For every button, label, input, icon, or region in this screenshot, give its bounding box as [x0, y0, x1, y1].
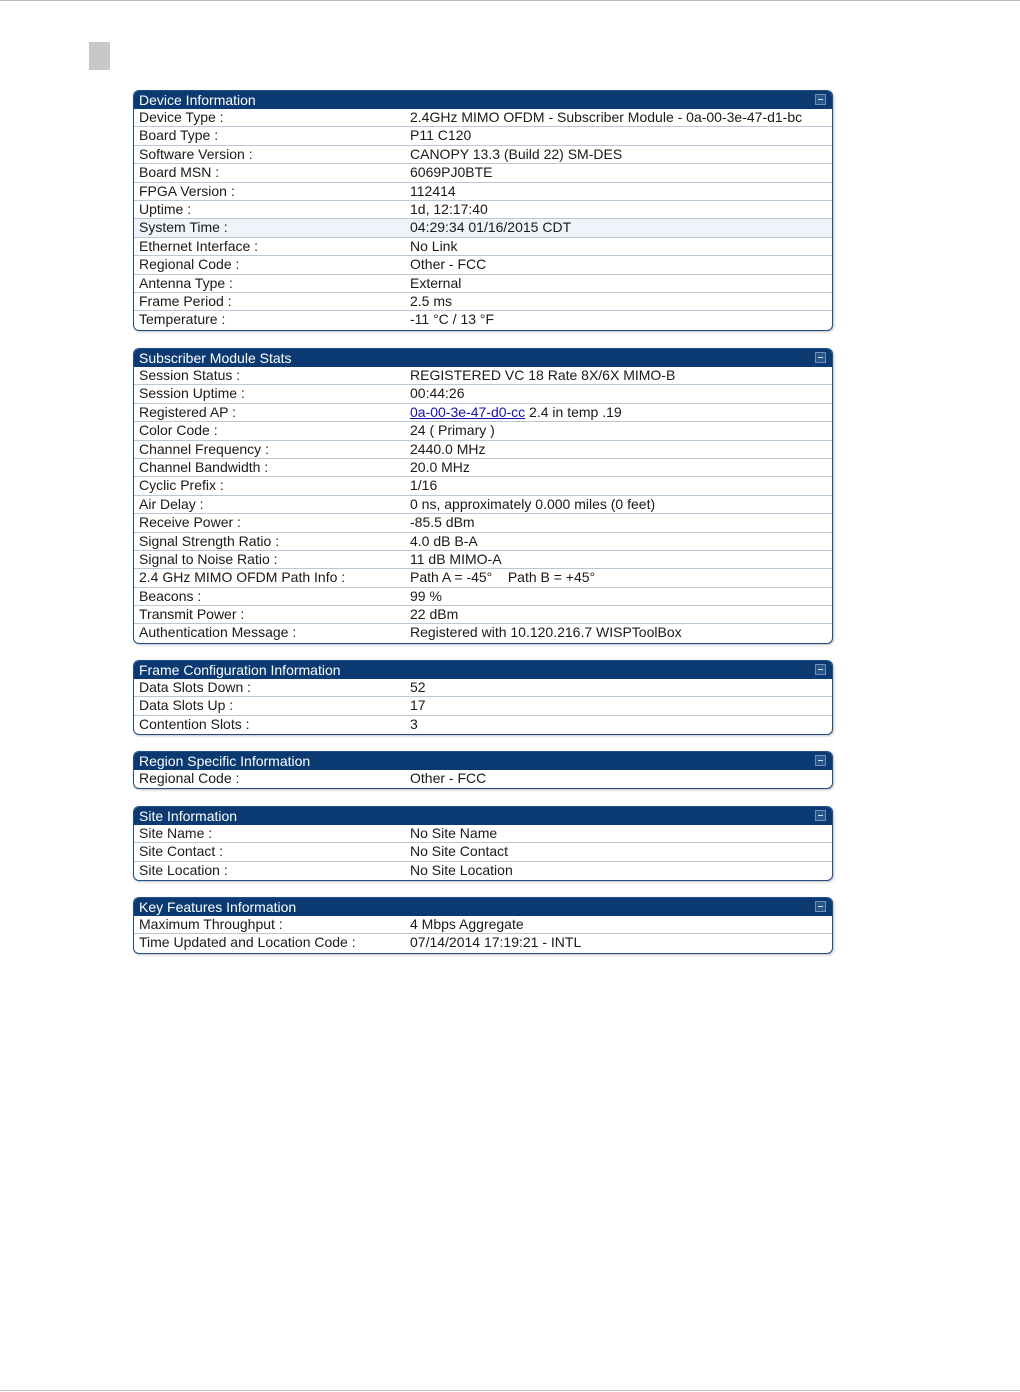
table-row — [134, 496, 832, 514]
row-value: 3 — [410, 715, 418, 732]
panel-title: Region Specific Information — [139, 753, 311, 769]
collapse-icon[interactable] — [815, 352, 826, 363]
table-row — [134, 441, 832, 459]
table-row — [134, 201, 832, 219]
panel-header — [134, 661, 832, 679]
row-value: 00:44:26 — [410, 385, 465, 402]
top-divider — [0, 0, 1020, 1]
table-row — [134, 256, 832, 274]
row-label: Channel Frequency : — [139, 440, 269, 457]
table-row — [134, 862, 832, 880]
row-label: Signal to Noise Ratio : — [139, 550, 278, 567]
row-label: Beacons : — [139, 587, 202, 604]
row-value: Path A = -45° Path B = +45° — [410, 569, 596, 586]
row-label: Site Contact : — [139, 843, 224, 860]
panel-title: Key Features Information — [139, 899, 297, 915]
row-value: Other - FCC — [410, 256, 487, 273]
table-row — [134, 843, 832, 861]
row-label: Frame Period : — [139, 292, 232, 309]
table-row — [134, 588, 832, 606]
row-value: Registered with 10.120.216.7 WISPToolBox — [410, 624, 682, 641]
table-row — [134, 367, 832, 385]
table-row — [134, 127, 832, 145]
row-value: P11 C120 — [410, 127, 472, 144]
row-value: 2440.0 MHz — [410, 440, 486, 457]
row-value: 22 dBm — [410, 606, 459, 623]
frame-configuration-panel — [133, 660, 833, 735]
collapse-icon[interactable] — [815, 94, 826, 105]
table-row — [134, 606, 832, 624]
table-row — [134, 293, 832, 311]
row-label: Maximum Throughput : — [139, 916, 283, 932]
row-value: 1d, 12:17:40 — [410, 200, 488, 217]
panel-title: Subscriber Module Stats — [139, 350, 292, 366]
row-label: Site Name : — [139, 825, 213, 841]
row-value: 112414 — [410, 182, 456, 199]
row-value — [410, 404, 832, 421]
table-row — [134, 825, 832, 843]
row-value: 04:29:34 01/16/2015 CDT — [410, 219, 572, 236]
row-label: Air Delay : — [139, 495, 204, 512]
row-value: 17 — [410, 697, 426, 714]
row-value: External — [410, 274, 462, 291]
row-label: System Time : — [139, 219, 228, 236]
panel-title: Site Information — [139, 808, 238, 824]
table-row — [134, 514, 832, 532]
row-label: Regional Code : — [139, 256, 240, 273]
panel-header — [134, 898, 832, 916]
table-row — [134, 164, 832, 182]
row-label: Session Uptime : — [139, 385, 245, 402]
table-row — [134, 275, 832, 293]
row-label: Temperature : — [139, 311, 226, 328]
row-value: No Link — [410, 237, 458, 254]
row-value: No Site Name — [410, 825, 498, 841]
row-value: -85.5 dBm — [410, 514, 475, 531]
panel-header — [134, 91, 832, 109]
panel-title: Frame Configuration Information — [139, 662, 341, 678]
region-specific-panel — [133, 751, 833, 789]
key-features-panel — [133, 897, 833, 954]
row-label: Regional Code : — [139, 770, 240, 786]
table-row — [134, 477, 832, 495]
table-row — [134, 697, 832, 715]
row-label: Transmit Power : — [139, 606, 245, 623]
row-label: Session Status : — [139, 367, 241, 383]
collapse-icon[interactable] — [815, 755, 826, 766]
table-row — [134, 770, 832, 788]
table-row — [134, 219, 832, 237]
row-value: 4.0 dB B-A — [410, 532, 478, 549]
table-row — [134, 624, 832, 642]
registered-ap-info: 2.4 in temp .19 — [525, 403, 622, 420]
row-label: 2.4 GHz MIMO OFDM Path Info : — [139, 569, 346, 586]
collapse-icon[interactable] — [815, 901, 826, 912]
table-row — [134, 459, 832, 477]
row-label: Authentication Message : — [139, 624, 297, 641]
table-row — [134, 311, 832, 329]
collapse-icon[interactable] — [815, 810, 826, 821]
table-row — [134, 934, 832, 952]
collapse-icon[interactable] — [815, 664, 826, 675]
row-value: 1/16 — [410, 477, 438, 494]
panel-header — [134, 752, 832, 770]
row-value: REGISTERED VC 18 Rate 8X/6X MIMO-B — [410, 367, 676, 383]
device-information-panel — [133, 90, 833, 331]
panel-header — [134, 349, 832, 367]
row-label: Data Slots Down : — [139, 679, 252, 695]
table-row — [134, 183, 832, 201]
row-value: 07/14/2014 17:19:21 - INTL — [410, 934, 582, 951]
registered-ap-link[interactable]: 0a-00-3e-47-d0-cc — [410, 403, 526, 420]
table-row — [134, 385, 832, 403]
panel-title: Device Information — [139, 92, 256, 108]
row-label: Data Slots Up : — [139, 697, 234, 714]
row-label: Contention Slots : — [139, 715, 250, 732]
row-value: 11 dB MIMO-A — [410, 550, 502, 567]
row-value: 0 ns, approximately 0.000 miles (0 feet) — [410, 495, 656, 512]
row-value: 4 Mbps Aggregate — [410, 916, 524, 932]
row-label: Site Location : — [139, 861, 228, 878]
bottom-divider — [0, 1390, 1020, 1391]
row-label: Uptime : — [139, 200, 192, 217]
row-value: 20.0 MHz — [410, 458, 470, 475]
row-label: Registered AP : — [139, 403, 237, 420]
row-value: Other - FCC — [410, 770, 487, 786]
table-row — [134, 551, 832, 569]
table-row — [134, 146, 832, 164]
row-label: Receive Power : — [139, 514, 241, 531]
table-row — [134, 404, 832, 422]
table-row — [134, 679, 832, 697]
row-label: Board MSN : — [139, 164, 220, 181]
row-value: 24 ( Primary ) — [410, 422, 495, 439]
subscriber-module-stats-panel — [133, 348, 833, 644]
row-value: CANOPY 13.3 (Build 22) SM-DES — [410, 145, 623, 162]
row-label: Time Updated and Location Code : — [139, 934, 356, 951]
row-label: Antenna Type : — [139, 274, 233, 291]
table-row — [134, 533, 832, 551]
row-value: -11 °C / 13 °F — [410, 311, 495, 328]
panel-header — [134, 807, 832, 825]
row-label: Ethernet Interface : — [139, 237, 259, 254]
table-row — [134, 716, 832, 734]
row-value: 2.5 ms — [410, 292, 453, 309]
row-label: Channel Bandwidth : — [139, 458, 269, 475]
row-label: Cyclic Prefix : — [139, 477, 224, 494]
section-marker — [89, 42, 110, 70]
table-row — [134, 916, 832, 934]
row-value: 99 % — [410, 587, 442, 604]
row-label: Board Type : — [139, 127, 219, 144]
table-row — [134, 422, 832, 440]
table-row — [134, 109, 832, 127]
row-value: No Site Contact — [410, 843, 509, 860]
row-label: FPGA Version : — [139, 182, 235, 199]
row-label: Device Type : — [139, 109, 224, 125]
row-value: 6069PJ0BTE — [410, 164, 493, 181]
table-row — [134, 569, 832, 587]
row-value: No Site Location — [410, 861, 513, 878]
table-row — [134, 238, 832, 256]
row-label: Color Code : — [139, 422, 218, 439]
row-label: Software Version : — [139, 145, 253, 162]
row-value: 2.4GHz MIMO OFDM - Subscriber Module - 0a-00-3e-47-d1-bc — [410, 109, 803, 125]
row-value: 52 — [410, 679, 426, 695]
site-information-panel — [133, 806, 833, 881]
row-label: Signal Strength Ratio : — [139, 532, 280, 549]
